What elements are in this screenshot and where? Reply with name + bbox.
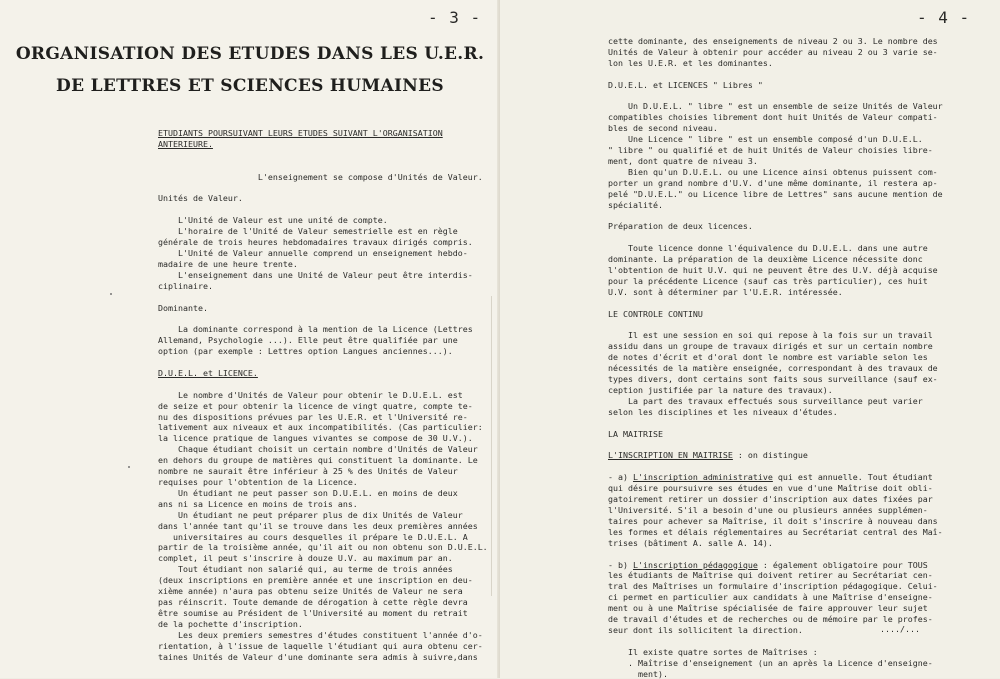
duel-line: universitaires au cours desquelles il prépare le D.U.E.L. A [158, 531, 468, 542]
duel-line: pas réinscrit. Toute demande de dérogation à cette règle devra [158, 596, 468, 607]
deux-line: l'obtention de huit U.V. qui ne peuvent être des U.V. déjà acquise [608, 265, 938, 276]
heading-inscription-rest: : on distingue [732, 450, 808, 461]
sortes-line: ment). [627, 668, 668, 679]
duel-line: Les deux premiers semestres d'études constituent l'année d'o- [158, 629, 483, 640]
controle-line: ception justifiée par la nature des travaux). [608, 385, 833, 395]
libres-line: Une Licence " libre " est un ensemble composé d'un D.U.E.L. [608, 134, 923, 145]
item-b-line: seur dont ils sollicitent la direction. [608, 624, 803, 635]
duel-line: (deux inscriptions en première année et une inscription en deu- [158, 575, 473, 586]
libres-line: compatibles choisies librement dont huit Unités de Valeur compati- [608, 112, 938, 123]
uv-line: L'horaire de l'Unité de Valeur semestrielle est en règle [158, 226, 458, 237]
dominante-line: option (par exemple : Lettres option Langues anciennes...). [158, 346, 453, 357]
heading-dominante: Dominante. [158, 302, 208, 313]
libres-line: porter un grand nombre d'U.V. d'une même dominante, il restera ap- [608, 177, 938, 188]
duel-line: dans l'année tant qu'il se trouve dans les deux premières années [158, 520, 478, 531]
duel-line: être soumise au Président de l'Université au moment du retrait [158, 607, 468, 618]
duel-line: Un étudiant ne peut passer son D.U.E.L. en moins de deux [158, 487, 458, 498]
dominante-line: Allemand, Psychologie ...). Elle peut être qualifiée par une [158, 335, 458, 346]
continued-line: lon les U.E.R. et les dominantes. [608, 57, 773, 68]
document-title-line-1: ORGANISATION DES ETUDES DANS LES U.E.R. [15, 44, 485, 64]
page-number-right: - 4 - [917, 8, 971, 27]
item-a-line: l'Université. S'il a besoin d'une ou plusieurs années supplémen- [608, 504, 928, 515]
speck [110, 293, 112, 295]
controle-line: assidu dans un groupe de travaux dirigés et sur un certain nombre [608, 341, 933, 352]
item-b-line: de travail d'études et de recherches ou de mémoire par le profes- [608, 614, 933, 625]
libres-line: Un D.U.E.L. " libre " est un ensemble de seize Unités de Valeur [608, 101, 943, 112]
section-heading-line-2: ANTERIEURE. [158, 138, 213, 149]
item-a-line: taires pour achever sa Maîtrise, il doit s'inscrire à nouveau dans [608, 515, 938, 526]
duel-line: Un étudiant ne peut préparer plus de dix Unités de Valeur [158, 509, 463, 520]
deux-line: Toute licence donne l'équivalence du D.U.E.L. dans une autre [608, 243, 928, 254]
duel-line: nombre ne saurait être inférieur à 25 % des Unités de Valeur [158, 466, 458, 477]
item-b-line: ci permet en particulier aux candidats à une Maîtrise d'enseigne- [608, 592, 933, 603]
libres-line: Bien qu'un D.U.E.L. ou une Licence ainsi obtenus puissent com- [608, 166, 938, 177]
heading-unites-de-valeur: Unités de Valeur. [158, 193, 243, 204]
deux-line: dominante. La préparation de la deuxième Licence nécessite donc [608, 254, 923, 265]
heading-duel-libres: D.U.E.L. et LICENCES " Libres " [608, 79, 763, 90]
sortes-line: Il existe quatre sortes de Maîtrises : [627, 646, 818, 657]
intro-paragraph: L'enseignement se compose d'Unités de Valeur. [257, 171, 483, 182]
libres-line: " libre " ou qualifié et de huit Unités de Valeur choisies libre- [608, 145, 933, 156]
libres-line: spécialité. [608, 199, 663, 210]
right-page [500, 0, 1000, 678]
controle-line: de notes d'écrit et d'oral dont le nombre est variable selon les [608, 352, 928, 363]
item-a-line: trises (bâtiment A. salle A. 14). [608, 537, 773, 548]
duel-line: en dehors du groupe de matières qui constituent la dominante. Le [158, 455, 478, 466]
duel-line: Tout étudiant non salarié qui, au terme de trois années [158, 564, 453, 575]
sortes-line: . Maîtrise d'enseignement (un an après la Licence d'enseigne- [627, 657, 933, 668]
uv-line: L'enseignement dans une Unité de Valeur peut être interdis- [158, 269, 473, 280]
speck [128, 466, 130, 468]
dominante-line: La dominante correspond à la mention de la Licence (Lettres [158, 324, 473, 335]
libres-line: bles de second niveau. [608, 123, 718, 134]
continued-line: cette dominante, des enseignements de niveau 2 ou 3. Le nombre des [608, 36, 938, 46]
duel-line: rientation, à l'issue de laquelle l'étudiant qui aura obtenu cer- [158, 640, 483, 651]
duel-line: ans ni sa Licence en moins de trois ans. [158, 498, 358, 509]
duel-line: lativement aux niveaux et aux incompatibilités. (Cas particulier: [158, 422, 483, 433]
duel-line: complet, il peut s'inscrire à douze U.V. au maximum par an. [158, 553, 453, 564]
uv-line: L'Unité de Valeur annuelle comprend un enseignement hebdo- [158, 247, 468, 258]
heading-maitrise: LA MAITRISE [608, 428, 663, 439]
section-heading-line-1: ETUDIANTS POURSUIVANT LEURS ETUDES SUIVANT L'ORGANISATION [158, 128, 443, 138]
item-b-line: : également obligatoire pour TOUS [757, 559, 928, 570]
item-b-line: les étudiants de Maîtrise qui doivent retirer au Secrétariat cen- [608, 570, 933, 581]
controle-line: nécessités de la matière enseignée, correspondant à des travaux de [608, 363, 938, 374]
left-page [0, 0, 500, 678]
right-text-column [608, 36, 943, 679]
item-b-prefix: - b) [608, 559, 633, 570]
uv-line: L'Unité de Valeur est une unité de compte. [158, 215, 388, 226]
heading-inscription-maitrise: L'INSCRIPTION EN MAITRISE [608, 450, 733, 461]
duel-line: xième année) n'aura pas obtenu seize Unités de Valeur ne sera [158, 586, 463, 597]
duel-line: la licence pratique de langues vivantes se compose de 30 U.V.). [158, 433, 473, 444]
duel-line: requises pour l'obtention de la Licence. [158, 477, 358, 487]
deux-line: U.V. sont à déterminer par l'U.E.R. intéressée. [608, 286, 843, 297]
deux-line: pour la précédente Licence (sauf cas très particulier), ces huit [608, 275, 928, 286]
duel-line: Le nombre d'Unités de Valeur pour obtenir le D.U.E.L. est [158, 389, 463, 400]
item-b-label: L'inscription pédagogique [632, 559, 758, 570]
column-rule [491, 296, 492, 596]
controle-line: types divers, dont certains sont faits sous surveillance (sauf ex- [608, 374, 938, 385]
duel-line: nu des dispositions prévues par les U.E.R. et l'Université re- [158, 411, 468, 422]
uv-line: madaire de une heure trente. [158, 258, 298, 269]
duel-line: taines Unités de Valeur d'une dominante sera admis à suivre,dans [158, 651, 478, 662]
libres-line: ment, dont quatre de niveau 3. [608, 155, 758, 166]
duel-line: de la pochette d'inscription. [158, 618, 303, 629]
controle-line: La part des travaux effectués sous surveillance peut varier [608, 395, 923, 406]
continuation-mark: ..../... [880, 624, 920, 634]
item-a-label: L'inscription administrative [632, 472, 773, 483]
item-a-line: les formes et délais réglementaires au Secrétariat central des Maî- [608, 526, 943, 537]
item-a-line: gatoirement retirer un dossier d'inscription aux dates fixées par [608, 494, 933, 505]
duel-line: partir de la troisième année, qu'il ait ou non obtenu son D.U.E.L. [158, 542, 488, 553]
item-a-line: qui désire poursuivre ses études en vue d'une Maîtrise doit obli- [608, 483, 933, 494]
uv-line: générale de trois heures hebdomadaires travaux dirigés compris. [158, 237, 473, 248]
item-b-line: tral des Maîtrises un formulaire d'inscription pédagogique. Celui- [608, 581, 938, 592]
item-a-prefix: - a) [608, 472, 633, 483]
libres-line: pelé "D.U.E.L." ou Licence libre de Lettres" sans aucune mention de [608, 188, 943, 199]
uv-line: ciplinaire. [158, 280, 213, 291]
item-b-line: ment ou à une Maîtrise spécialisée de faire approuver leur sujet [608, 603, 928, 614]
continued-line: Unités de Valeur à obtenir pour accéder au niveau 2 ou 3 varie se- [608, 46, 938, 57]
heading-duel-licence: D.U.E.L. et LICENCE. [158, 367, 258, 378]
item-a-line: qui est annuelle. Tout étudiant [772, 472, 933, 483]
document-title-line-2: DE LETTRES ET SCIENCES HUMAINES [56, 76, 444, 96]
controle-line: Il est une session en soi qui repose à la fois sur un travail [608, 330, 933, 341]
heading-controle-continu: LE CONTROLE CONTINU [608, 308, 703, 319]
page-number-left: - 3 - [428, 8, 482, 27]
duel-line: de seize et pour obtenir la licence de vingt quatre, compte te- [158, 400, 473, 411]
heading-deux-licences: Préparation de deux licences. [608, 221, 753, 232]
left-text-column [158, 128, 488, 662]
controle-line: selon les disciplines et les niveaux d'études. [608, 406, 838, 417]
duel-line: Chaque étudiant choisit un certain nombre d'Unités de Valeur [158, 444, 478, 455]
